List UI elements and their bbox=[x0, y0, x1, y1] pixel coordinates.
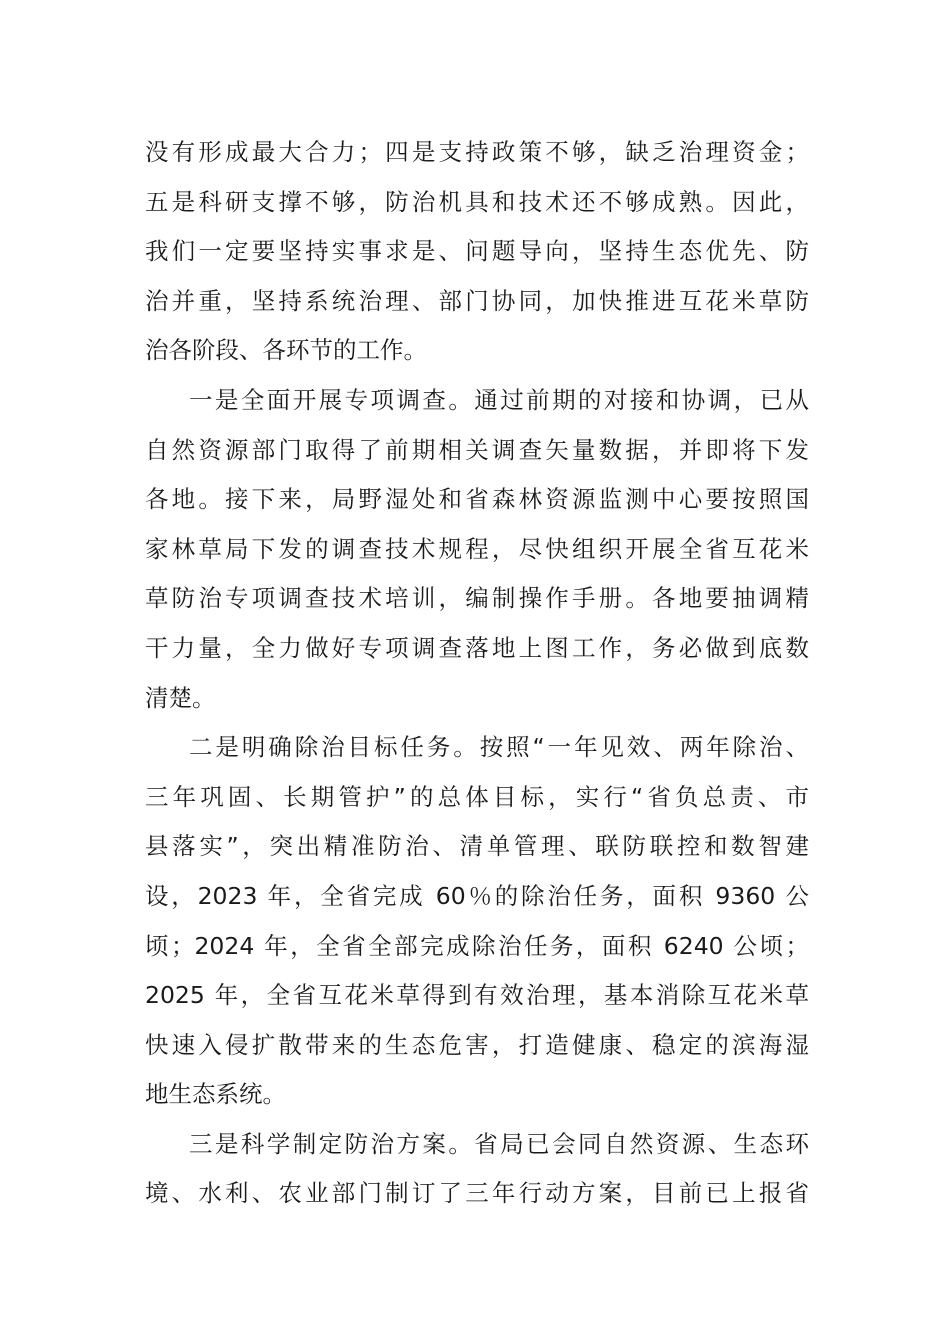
text-line: 地生态系统。 bbox=[145, 1080, 286, 1109]
text-line: 顷；2024 年，全省全部完成除治任务，面积 6240 公顷； bbox=[145, 931, 809, 960]
text-line: 三是科学制定防治方案。省局已会同自然资源、生态环 bbox=[189, 1129, 809, 1158]
text-line: 没有形成最大合力；四是支持政策不够，缺乏治理资金； bbox=[145, 138, 809, 166]
text-line: 自然资源部门取得了前期相关调查矢量数据，并即将下发 bbox=[145, 435, 809, 464]
text-line: 设，2023 年，全省完成 60％的除治任务，面积 9360 公 bbox=[145, 881, 809, 910]
text-line: 五是科研支撑不够，防治机具和技术还不够成熟。因此， bbox=[145, 187, 809, 216]
text-line: 2025 年，全省互花米草得到有效治理，基本消除互花米草 bbox=[145, 981, 809, 1010]
text-line: 治各阶段、各环节的工作。 bbox=[145, 336, 427, 365]
document-body-text bbox=[145, 128, 809, 1219]
text-line: 二是明确除治目标任务。按照“一年见效、两年除治、 bbox=[189, 733, 809, 762]
text-line: 清楚。 bbox=[145, 683, 216, 712]
text-line: 家林草局下发的调查技术规程，尽快组织开展全省互花米 bbox=[145, 534, 809, 563]
text-line: 境、水利、农业部门制订了三年行动方案，目前已上报省 bbox=[145, 1179, 809, 1208]
text-line: 草防治专项调查技术培训，编制操作手册。各地要抽调精 bbox=[145, 584, 809, 613]
text-line: 我们一定要坚持实事求是、问题导向，坚持生态优先、防 bbox=[145, 237, 809, 266]
text-line: 治并重，坚持系统治理、部门协同，加快推进互花米草防 bbox=[145, 286, 809, 315]
text-line: 干力量，全力做好专项调查落地上图工作，务必做到底数 bbox=[145, 633, 809, 662]
text-line: 三年巩固、长期管护”的总体目标，实行“省负总责、市 bbox=[145, 782, 809, 811]
text-line: 一是全面开展专项调查。通过前期的对接和协调，已从 bbox=[189, 385, 809, 414]
text-line: 县落实”，突出精准防治、清单管理、联防联控和数智建 bbox=[145, 832, 809, 861]
text-line: 各地。接下来，局野湿处和省森林资源监测中心要按照国 bbox=[145, 485, 809, 514]
text-line: 快速入侵扩散带来的生态危害，打造健康、稳定的滨海湿 bbox=[145, 1030, 809, 1059]
